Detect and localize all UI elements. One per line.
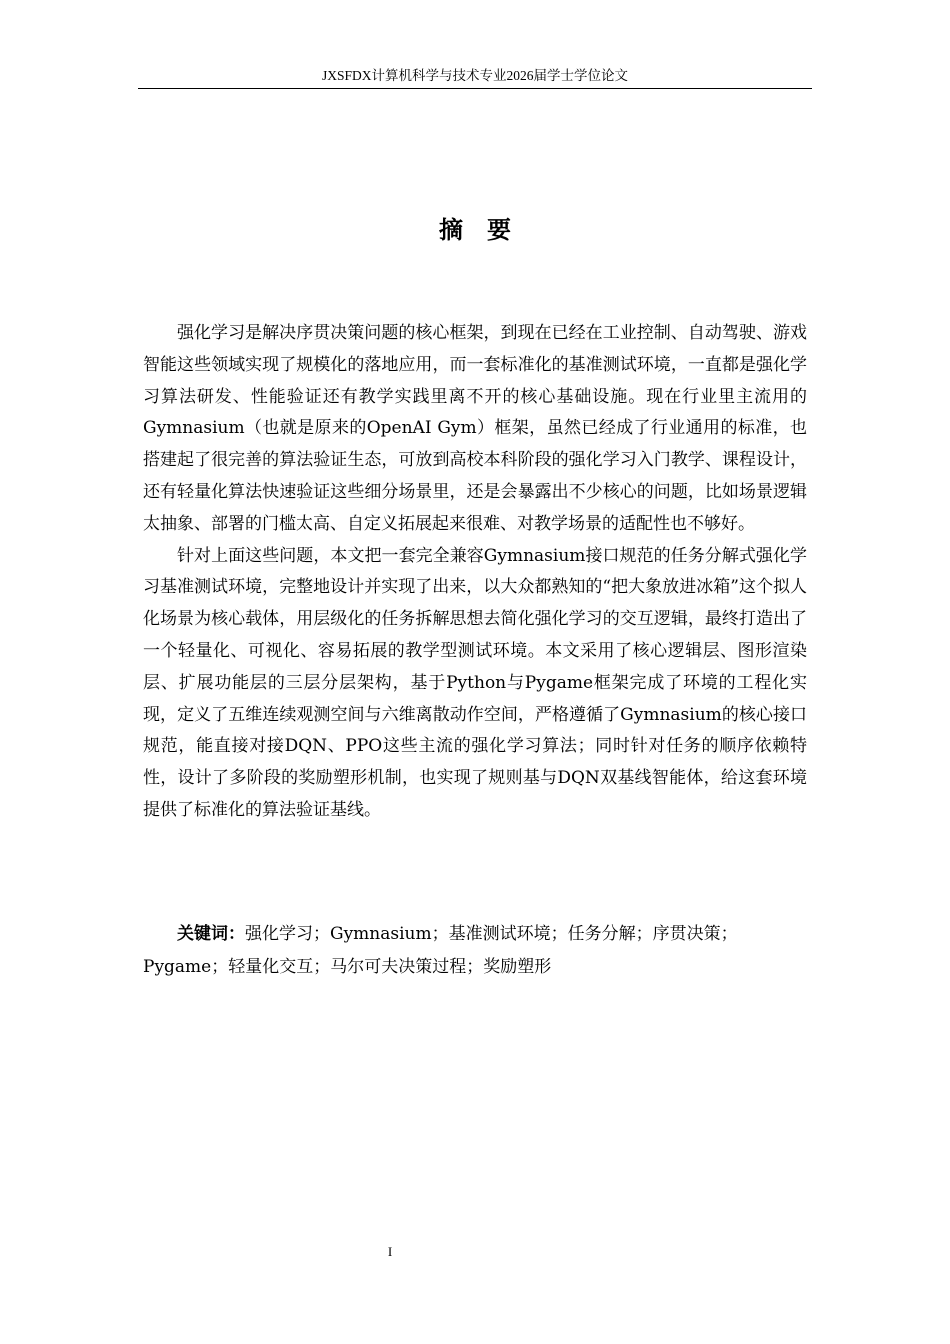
abstract-paragraph-1: 强化学习是解决序贯决策问题的核心框架，到现在已经在工业控制、自动驾驶、游戏智能这些领域实现了规模化的落地应用，而一套标准化的基准测试环境，一直都是强化学习算法研发、性能验证还有教学实践里离不开的核心基础设施。现在行业里主流用的Gymnasium（也就是原来的OpenAI Gym）框架，虽然已经成了行业通用的标准，也搭建起了很完善的算法验证生态，可放到高校本科阶段的强化学习入门教学、课程设计，还有轻量化算法快速验证这些细分场景里，还是会暴露出不少核心的问题，比如场景逻辑太抽象、部署的门槛太高、自定义拓展起来很难、对教学场景的适配性也不够好。 [143, 323, 807, 534]
keywords [143, 918, 807, 984]
header-rule [138, 88, 812, 89]
page-title: 摘要 [439, 216, 535, 244]
abstract-paragraph-2: 针对上面这些问题，本文把一套完全兼容Gymnasium接口规范的任务分解式强化学习基准测试环境，完整地设计并实现了出来，以大众都熟知的“把大象放进冰箱”这个拟人化场景为核心载体，用层级化的任务拆解思想去简化强化学习的交互逻辑，最终打造出了一个轻量化、可视化、容易拓展的教学型测试环境。本文采用了核心逻辑层、图形渲染层、扩展功能层的三层分层架构，基于Python与Pygame框架完成了环境的工程化实现，定义了五维连续观测空间与六维离散动作空间，严格遵循了Gymnasium的核心接口规范，能直接对接DQN、PPO这些主流的强化学习算法；同时针对任务的顺序依赖特性，设计了多阶段的奖励塑形机制，也实现了规则基与DQN双基线智能体，给这套环境提供了标准化的算法验证基线。 [143, 545, 807, 820]
keywords-label: 关键词： [177, 924, 245, 944]
keywords-text: 强化学习；Gymnasium；基准测试环境；任务分解；序贯决策；Pygame；轻量化交互；马尔可夫决策过程；奖励塑形 [143, 924, 738, 977]
abstract-body [143, 318, 807, 827]
running-header: JXSFDX计算机科学与技术专业2026届学士学位论文 [321, 68, 629, 83]
page-number: I [387, 1244, 393, 1259]
